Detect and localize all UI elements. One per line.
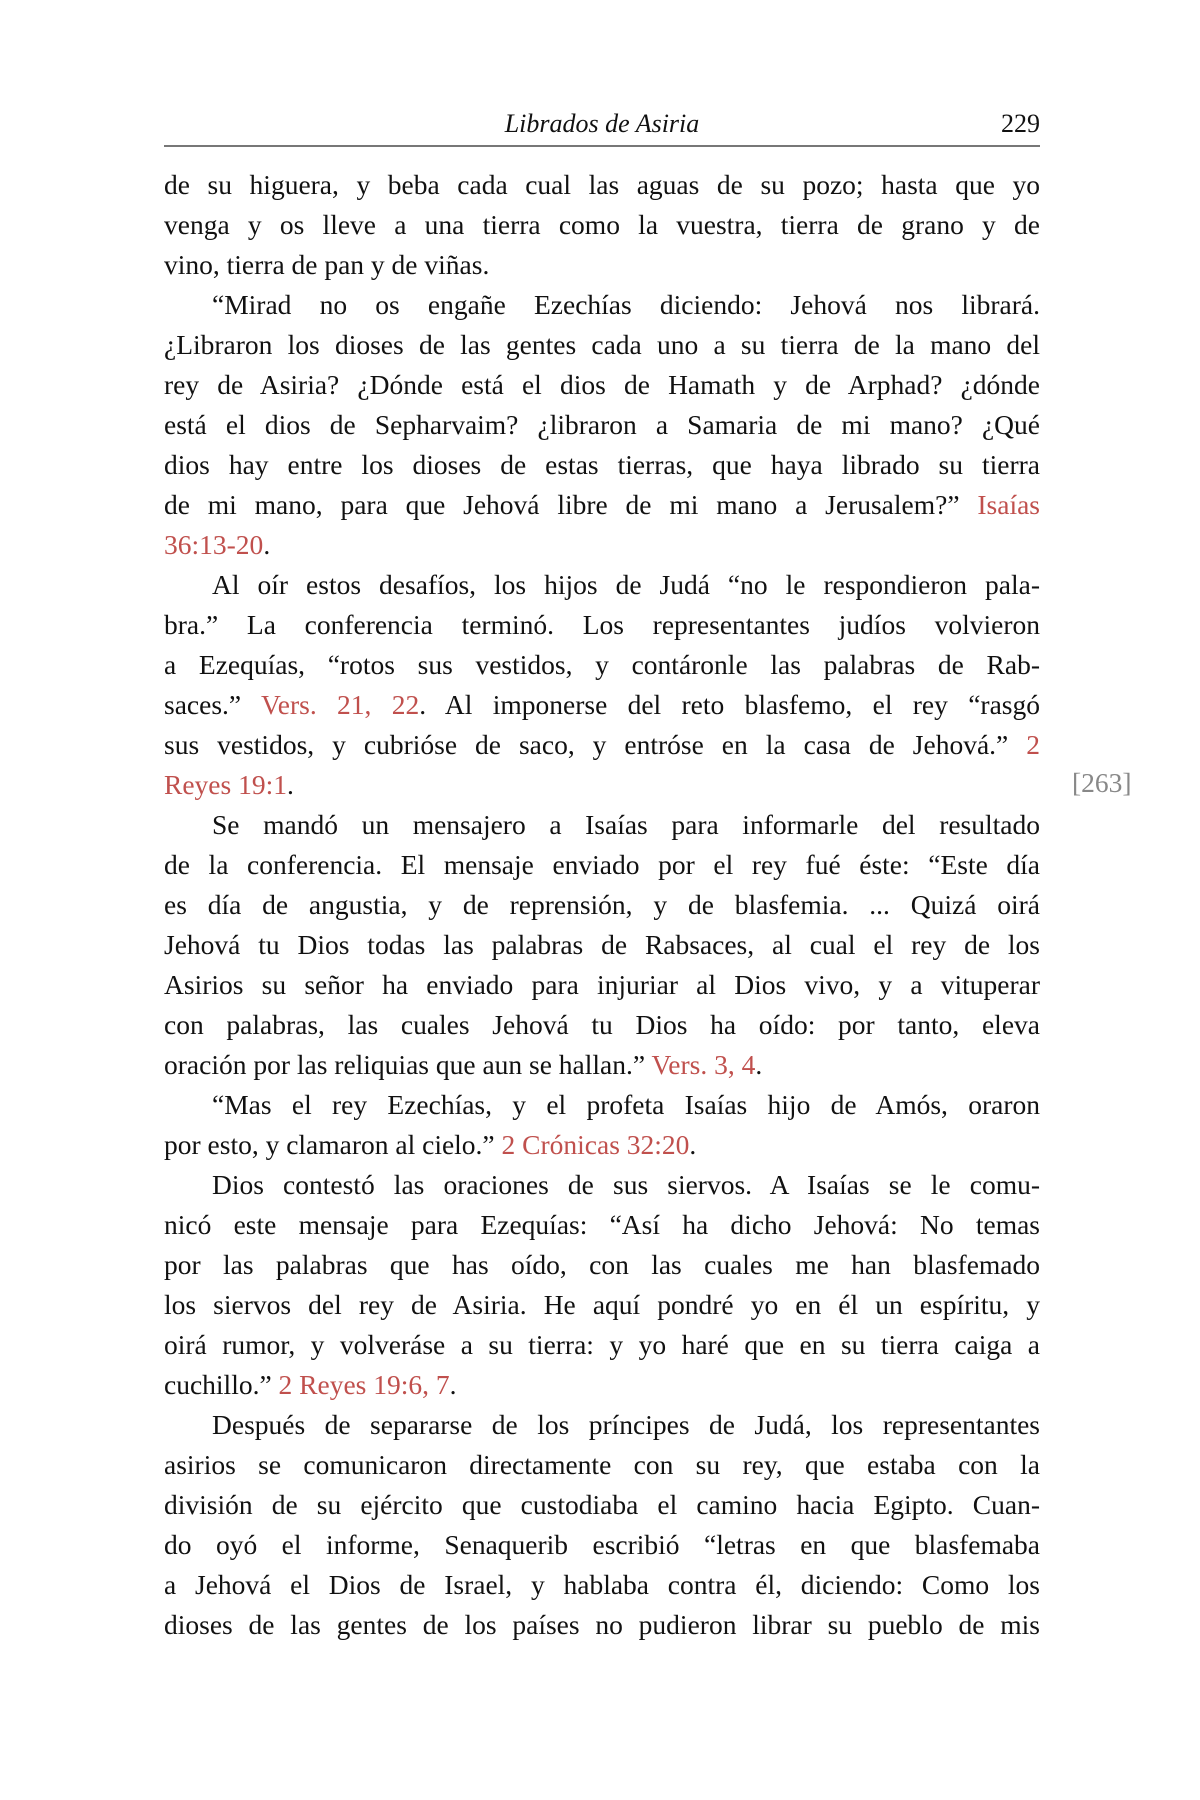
text-span: oración por las reliquias que aun se hallan.” [164,1049,652,1080]
text-line [164,1085,1040,1125]
text-line [164,765,1040,805]
text-span: rey de Asiria? ¿Dónde está el dios de Hamath y de Arphad? ¿dónde [164,369,1040,400]
text-line [164,605,1040,645]
scripture-reference-link[interactable]: Vers. 3, 4 [651,1049,756,1080]
text-span: Después de separarse de los príncipes de Judá, los representantes [212,1409,1040,1440]
text-span: nicó este mensaje para Ezequías: “Así ha dicho Jehová: No temas [164,1209,1040,1240]
text-line [164,445,1040,485]
text-span: Jehová tu Dios todas las palabras de Rabsaces, al cual el rey de los [164,929,1040,960]
text-span: dios hay entre los dioses de estas tierras, que haya librado su tierra [164,449,1040,480]
paragraph [164,1405,1040,1645]
text-span: Al oír estos desafíos, los hijos de Judá “no le respondieron pala- [212,569,1040,600]
text-span: . [449,1369,457,1400]
text-line [164,645,1040,685]
text-line [164,1525,1040,1565]
text-span: dioses de las gentes de los países no pudieron librar su pueblo de mis [164,1609,1040,1640]
text-span: de mi mano, para que Jehová libre de mi mano a Jerusalem?” [164,489,978,520]
text-line [164,365,1040,405]
text-span: por esto, y clamaron al cielo.” [164,1129,502,1160]
text-span: . [286,769,294,800]
text-line [164,1325,1040,1365]
text-line [164,1285,1040,1325]
running-title: Librados de Asiria [504,109,700,138]
text-line [164,1165,1040,1205]
text-span: do oyó el informe, Senaquerib escribió “letras en que blasfemaba [164,1529,1040,1560]
page-number: 229 [1001,109,1040,138]
text-line [164,285,1040,325]
text-line [164,325,1040,365]
text-span: “Mas el rey Ezechías, y el profeta Isaías hijo de Amós, oraron [212,1089,1040,1120]
scripture-reference-link[interactable]: Vers. 21, 22 [260,689,420,720]
text-line [164,1445,1040,1485]
text-span: “Mirad no os engañe Ezechías diciendo: Jehová nos librará. [212,289,1040,320]
text-line [164,485,1040,525]
paragraph [164,805,1040,1085]
text-span: división de su ejército que custodiaba el camino hacia Egipto. Cuan- [164,1489,1040,1520]
text-line [164,1005,1040,1045]
running-header [164,105,1040,147]
scripture-reference-link[interactable]: Isaías [977,489,1040,520]
text-span: es día de angustia, y de reprensión, y de blasfemia. ... Quizá oirá [164,889,1040,920]
text-line [164,565,1040,605]
page-body [164,165,1040,1645]
text-line [164,1045,1040,1085]
paragraph [164,1165,1040,1405]
text-span: asirios se comunicaron directamente con su rey, que estaba con la [164,1449,1040,1480]
text-span: a Ezequías, “rotos sus vestidos, y contáronle las palabras de Rab- [164,649,1040,680]
scripture-reference-link[interactable]: 2 Crónicas 32:20 [501,1129,690,1160]
text-line [164,965,1040,1005]
text-span: Dios contestó las oraciones de sus siervos. A Isaías se le comu- [212,1169,1040,1200]
scripture-reference-link[interactable]: Reyes 19:1 [164,769,287,800]
text-span: vino, tierra de pan y de viñas. [164,249,490,280]
text-line [164,885,1040,925]
text-line [164,925,1040,965]
text-line [164,245,1040,285]
text-line [164,1605,1040,1645]
text-line [164,725,1040,765]
text-span: con palabras, las cuales Jehová tu Dios ha oído: por tanto, eleva [164,1009,1040,1040]
text-span: venga y os lleve a una tierra como la vuestra, tierra de grano y de [164,209,1040,240]
text-span: de su higuera, y beba cada cual las aguas de su pozo; hasta que yo [164,169,1040,200]
text-line [164,1205,1040,1245]
text-span: sus vestidos, y cubrióse de saco, y entróse en la casa de Jehová.” [164,729,1027,760]
text-line [164,845,1040,885]
paragraph [164,165,1040,285]
text-line [164,1565,1040,1605]
text-line [164,1405,1040,1445]
margin-page-reference: [263] [1072,767,1132,798]
text-span: . [755,1049,763,1080]
text-line [164,205,1040,245]
text-line [164,685,1040,725]
text-span: está el dios de Sepharvaim? ¿libraron a Samaria de mi mano? ¿Qué [164,409,1040,440]
text-line [164,805,1040,845]
text-span: de la conferencia. El mensaje enviado por el rey fué éste: “Este día [164,849,1040,880]
paragraph [164,1085,1040,1165]
text-line [164,1365,1040,1405]
text-span: . Al imponerse del reto blasfemo, el rey “rasgó [419,689,1040,720]
text-line [164,1245,1040,1285]
text-span: saces.” [164,689,261,720]
text-span: . [263,529,271,560]
text-span: cuchillo.” [164,1369,279,1400]
text-line [164,1125,1040,1165]
scripture-reference-link[interactable]: 2 [1026,729,1040,760]
text-line [164,165,1040,205]
text-span: oirá rumor, y volveráse a su tierra: y yo haré que en su tierra caiga a [164,1329,1040,1360]
paragraph [164,285,1040,565]
text-line [164,405,1040,445]
scripture-reference-link[interactable]: 36:13-20 [164,529,264,560]
text-span: ¿Libraron los dioses de las gentes cada uno a su tierra de la mano del [164,329,1040,360]
text-line [164,525,1040,565]
text-span: . [689,1129,697,1160]
text-line [164,1485,1040,1525]
text-span: por las palabras que has oído, con las cuales me han blasfemado [164,1249,1040,1280]
scripture-reference-link[interactable]: 2 Reyes 19:6, 7 [278,1369,450,1400]
text-span: a Jehová el Dios de Israel, y hablaba contra él, diciendo: Como los [164,1569,1040,1600]
text-span: Asirios su señor ha enviado para injuriar al Dios vivo, y a vituperar [164,969,1040,1000]
text-span: los siervos del rey de Asiria. He aquí pondré yo en él un espíritu, y [164,1289,1040,1320]
text-span: Se mandó un mensajero a Isaías para informarle del resultado [212,809,1040,840]
text-span: bra.” La conferencia terminó. Los representantes judíos volvieron [164,609,1040,640]
paragraph [164,565,1040,805]
